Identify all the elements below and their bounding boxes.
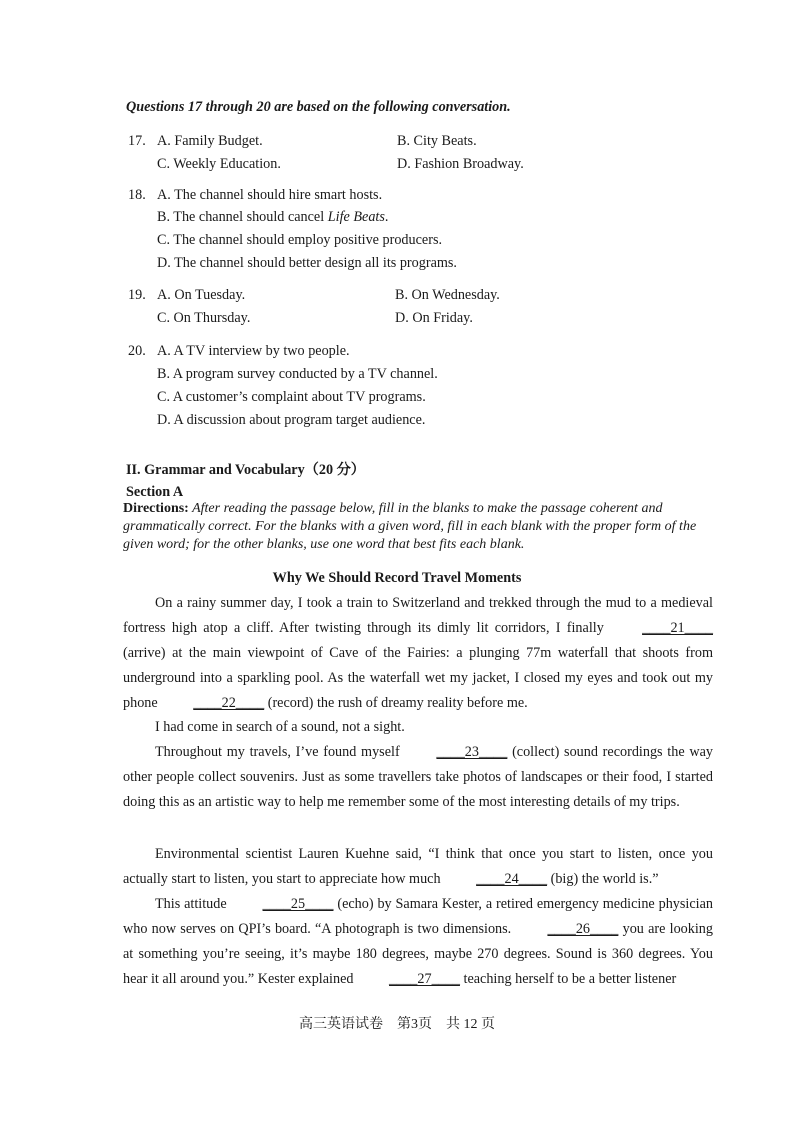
blank-26[interactable]: ____26____ xyxy=(547,921,619,937)
question-20-number: 20. xyxy=(128,343,146,359)
section-sub-heading: Section A xyxy=(126,484,184,500)
q17-option-a: A. Family Budget. xyxy=(157,133,263,149)
q17-option-c: C. Weekly Education. xyxy=(157,156,281,172)
question-17-number: 17. xyxy=(128,133,146,149)
passage-paragraph-4: Environmental scientist Lauren Kuehne said, “I think that once you start to listen, once you actually start to listen, you start to appreciate how much ____24____ (big) the world is.” xyxy=(123,842,713,892)
blank-22[interactable]: ____22____ xyxy=(193,695,265,711)
q19-option-b: B. On Wednesday. xyxy=(395,287,500,303)
q17-option-b: B. City Beats. xyxy=(397,133,477,149)
q20-option-c: C. A customer’s complaint about TV programs. xyxy=(157,389,426,405)
blank-27[interactable]: ____27____ xyxy=(389,971,460,987)
q18-option-a: A. The channel should hire smart hosts. xyxy=(157,187,383,203)
q18-option-d: D. The channel should better design all its programs. xyxy=(157,255,457,271)
q19-option-d: D. On Friday. xyxy=(395,310,473,326)
question-18-number: 18. xyxy=(128,187,146,203)
section-heading: II. Grammar and Vocabulary（20 分） xyxy=(126,462,365,478)
passage-title: Why We Should Record Travel Moments xyxy=(272,570,522,586)
q18-option-b: B. The channel should cancel Life Beats. xyxy=(157,209,389,225)
q20-option-a: A. A TV interview by two people. xyxy=(157,343,350,359)
blank-25[interactable]: ____25____ xyxy=(262,896,334,912)
q19-option-a: A. On Tuesday. xyxy=(157,287,246,303)
q17-option-d: D. Fashion Broadway. xyxy=(397,156,524,172)
blank-23[interactable]: ____23____ xyxy=(436,744,508,760)
questions-intro: Questions 17 through 20 are based on the following conversation. xyxy=(126,99,511,115)
passage-paragraph-3: Throughout my travels, I’ve found myself ____23____ (collect) sound recordings the way other people collect souvenirs. Just as some travellers take photos of landscapes or their food, I started doing this as an artistic way to help me remember some of the most interesting details of my trips. xyxy=(123,740,713,815)
page-footer: 高三英语试卷 第3页 共 12 页 xyxy=(299,1017,495,1032)
q20-option-d: D. A discussion about program target audience. xyxy=(157,412,426,428)
directions: Directions: After reading the passage below, fill in the blanks to make the passage coherent and grammatically correct. For the blanks with a given word, fill in each blank with the proper form of the given word; for the other blanks, use one word that best fits each blank. xyxy=(123,501,697,552)
q20-option-b: B. A program survey conducted by a TV channel. xyxy=(157,366,438,382)
blank-24[interactable]: ____24____ xyxy=(476,871,548,887)
passage-paragraph-5: This attitude ____25____ (echo) by Samara Kester, a retired emergency medicine physician who now serves on QPI’s board. “A photograph is two dimensions. ____26____ you are looking at something you’re seeing, it’s maybe 180 degrees, maybe 270 degrees. Sound is 360 degrees. You hear it all around you.” Kester explained ____27____ teaching herself to be a better listener xyxy=(123,892,713,992)
passage-paragraph-2: I had come in search of a sound, not a sight. xyxy=(155,719,405,735)
passage-paragraph-1: On a rainy summer day, I took a train to Switzerland and trekked through the mud to a medieval fortress high atop a cliff. After twisting through its dimly lit corridors, I finally ____21____ (arrive) at the main viewpoint of Cave of the Fairies: a plunging 77m waterfall that shoots from underground into a sparkling pool. As the waterfall wet my jacket, I closed my eyes and took out my phone ____22____ (record) the rush of dreamy reality before me. xyxy=(123,591,713,716)
question-19-number: 19. xyxy=(128,287,146,303)
blank-21[interactable]: ____21____ xyxy=(642,620,713,636)
q19-option-c: C. On Thursday. xyxy=(157,310,251,326)
q18-option-c: C. The channel should employ positive producers. xyxy=(157,232,443,248)
